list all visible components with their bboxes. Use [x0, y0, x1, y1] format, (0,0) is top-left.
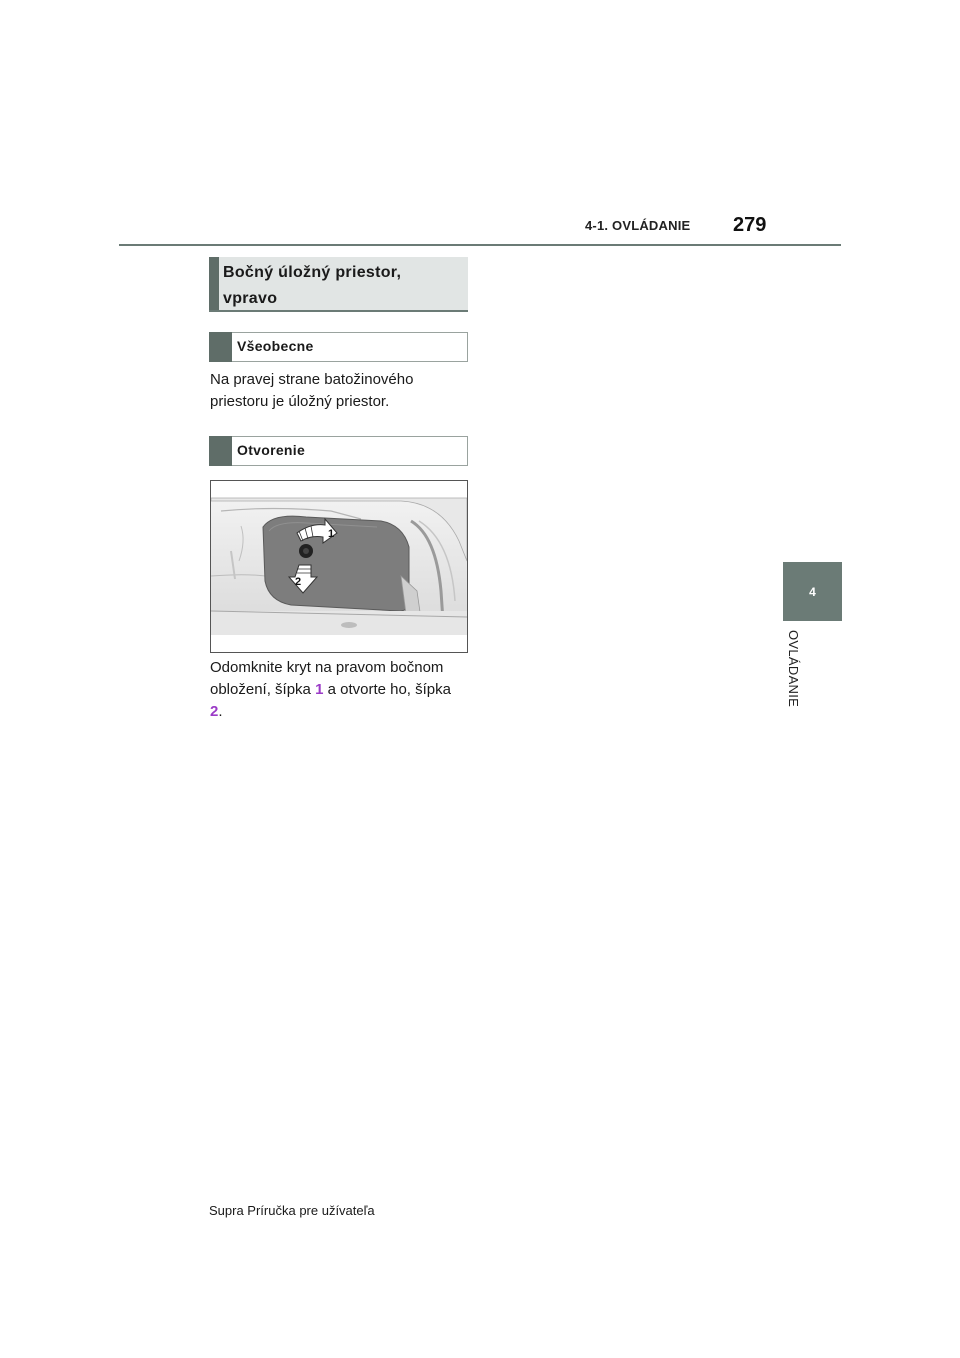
paragraph-line: Na pravej strane batožinového	[210, 371, 414, 388]
heading-accent-bar	[209, 257, 219, 310]
chapter-tab	[783, 562, 842, 621]
heading-text	[223, 260, 401, 312]
trunk-side-compartment-image	[211, 481, 467, 652]
subheading-opening	[209, 436, 468, 466]
paragraph-line: priestoru je úložný priestor.	[210, 393, 390, 410]
arrow-2-label: 2	[295, 576, 302, 588]
chapter-number: 4	[809, 584, 816, 599]
paragraph-line	[210, 701, 480, 723]
heading-line-2: vpravo	[223, 290, 278, 307]
heading-line-1: Bočný úložný priestor,	[223, 264, 402, 281]
paragraph-opening	[210, 657, 480, 723]
page-number: 279	[733, 214, 767, 236]
subheading-general	[209, 332, 468, 362]
subheading-accent-bar	[209, 332, 232, 362]
arrow-reference-2: 2	[210, 703, 219, 720]
arrow-1-label: 1	[328, 528, 335, 540]
section-heading	[209, 257, 468, 312]
header-divider	[119, 244, 841, 246]
paragraph-text: obložení, šípka	[210, 681, 316, 698]
paragraph-text: a otvorte ho, šípka	[323, 681, 451, 698]
subheading-accent-bar	[209, 436, 232, 466]
subheading-opening-text: Otvorenie	[237, 442, 306, 458]
paragraph-line	[210, 679, 480, 701]
arrow-reference-1: 1	[315, 681, 324, 698]
paragraph-line: Odomknite kryt na pravom bočnom	[210, 659, 444, 676]
subheading-general-text: Všeobecne	[237, 338, 314, 354]
footer-title: Supra Príručka pre užívateľa	[209, 1203, 375, 1218]
chapter-name: OVLÁDANIE	[786, 630, 801, 708]
paragraph-general	[210, 369, 413, 413]
paragraph-text: .	[218, 703, 223, 720]
chapter-side-label	[786, 630, 804, 725]
section-title: 4-1. OVLÁDANIE	[585, 218, 691, 233]
trunk-illustration	[210, 480, 468, 653]
